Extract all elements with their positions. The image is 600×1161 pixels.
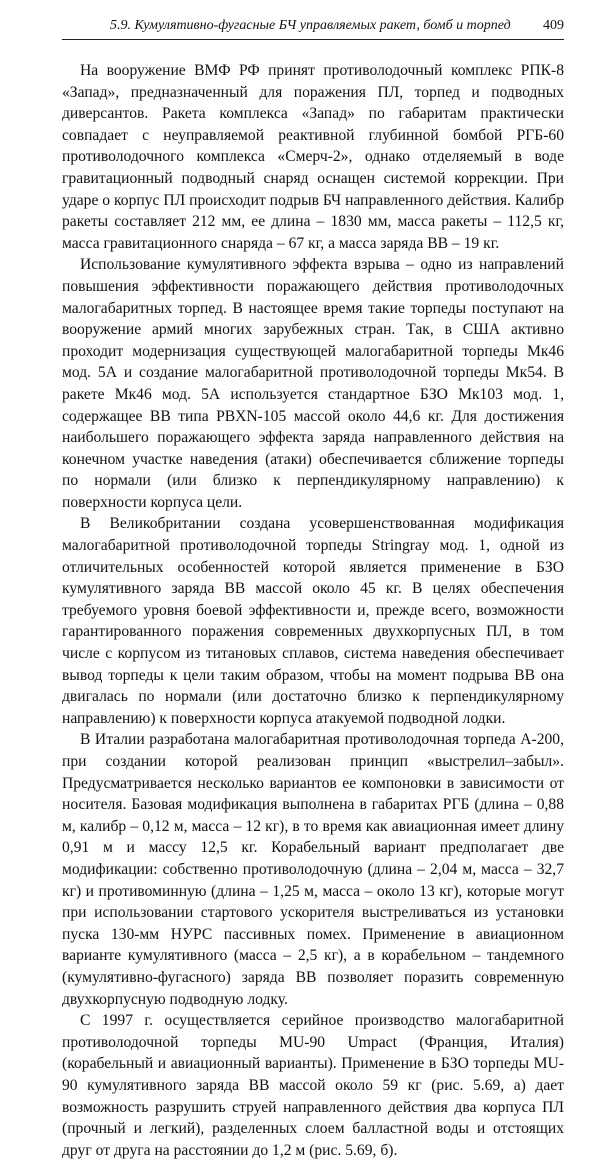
paragraph-mu90: С 1997 г. осуществляется серийное производство малогабаритной противолодочной торпеды MU-90 Umpact (Франция, Италия) (корабельный и авиационный варианты). Применение в БЗО торпеды MU-90 кумулятивного заряда ВВ массой около 59 кг (рис. 5.69, а) дает возможность разрушить струей направленного действия два корпуса ПЛ (прочный и легкий), разделенных слоем балластной воды и отстоящих друг от друга на расстоянии до 1,2 м (рис. 5.69, б). <box>62 1012 564 1159</box>
paragraph-great-britain: В Великобритании создана усовершенствованная модификация малогабаритной противолодочной торпеды Stringray мод. 1, одной из отличительных особенностей которой является применение в БЗО кумулятивного заряда ВВ массой около 45 кг. В целях обеспечения требуемого уровня боевой эффективности и, прежде всего, возможности гарантированного поражения современных двухкорпусных ПЛ, в том числе с корпусом из титановых сплавов, система наведения обеспечивает вывод торпеды к цели таким образом, чтобы на момент подрыва ВВ она двигалась по нормали (или достаточно близко к перпендикулярному направлению) к поверхности корпуса атакуемой подводной лодки. <box>62 515 564 727</box>
page-header <box>62 14 564 40</box>
paragraph-zapad: На вооружение ВМФ РФ принят противолодочный комплекс РПК-8 «Запад», предназначенный для поражения ПЛ, торпед и подводных диверсантов. Ракета комплекса «Запад» по габаритам практически совпадает с неуправляемой реактивной глубинной бомбой РГБ-60 противолодочного комплекса «Смерч-2», однако отделяемый в воде гравитационный подводный снаряд оснащен системой коррекции. При ударе о корпус ПЛ происходит подрыв БЧ направленного действия. Калибр ракеты составляет 212 мм, ее длина – 1830 мм, масса ракеты – 112,5 кг, масса гравитационного снаряда – 67 кг, а масса заряда ВВ – 19 кг. <box>62 62 564 252</box>
paragraph-cumulative-effect-usa: Использование кумулятивного эффекта взрыва – одно из направлений повышения эффективности поражающего действия противолодочных малогабаритных торпед. В настоящее время такие торпеды поступают на вооружение армий многих зарубежных стран. Так, в США активно проходит модернизация существующей малогабаритной торпеды Мк46 мод. 5А и создание малогабаритной противолодочной торпеды Мк54. В ракете Мк46 мод. 5А используется стандартное БЗО Мк103 мод. 1, содержащее ВВ типа PBXN-105 массой около 44,6 кг. Для достижения наибольшего поражающего эффекта заряда направленного действия на конечном участке наведения (атаки) обеспечивается сближение торпеды по нормали (или близко к перпендикулярному направлению) к поверхности корпуса цели. <box>62 256 564 511</box>
running-title: 5.9. Кумулятивно-фугасные БЧ управляемых ракет, бомб и торпед <box>110 18 511 33</box>
paragraph-italy: В Италии разработана малогабаритная противолодочная торпеда А-200, при создании которой реализован принцип «выстрелил–забыл». Предусматривается несколько вариантов ее компоновки в зависимости от носителя. Базовая модификация выполнена в габаритах РГБ (длина – 0,88 м, калибр – 0,12 м, масса – 12 кг), в то время как авиационная имеет длину 0,91 м и массу 12,5 кг. Корабельный вариант предполагает две модификации: собственно противолодочную (длина – 2,04 м, масса – 32,7 кг) и противоминную (длина – 1,25 м, масса – около 13 кг), которые могут при использовании стартового ускорителя выстреливаться из установки пуска 130-мм НУРС пассивных помех. Применение в авиационном варианте кумулятивного (масса – 2,5 кг), а в корабельном – тандемного (кумулятивно-фугасного) заряда ВВ позволяет поразить современную двухкорпусную подводную лодку. <box>62 731 564 1008</box>
page-number: 409 <box>543 18 564 33</box>
body-text <box>62 60 564 1161</box>
